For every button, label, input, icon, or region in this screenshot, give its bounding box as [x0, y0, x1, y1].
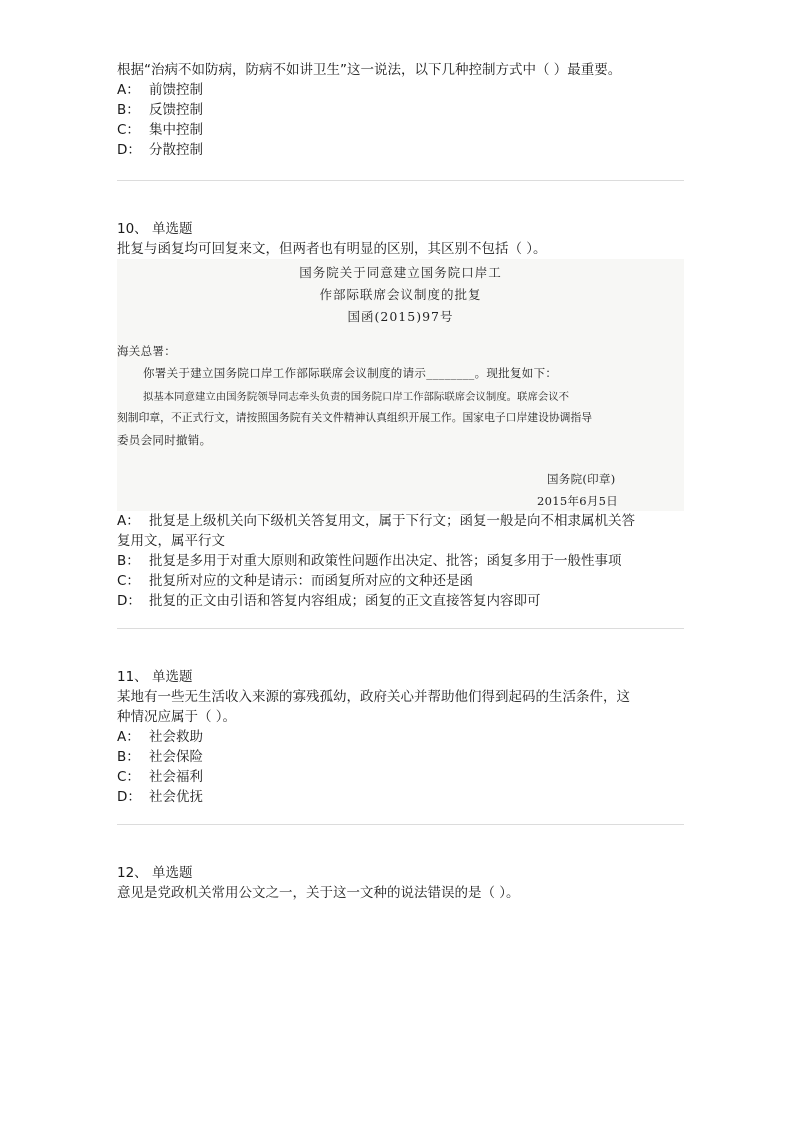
- q12-stem: 意见是党政机关常用公文之一，关于这一文种的说法错误的是（ ）。: [117, 885, 520, 901]
- q11-option-c[interactable]: [117, 767, 684, 787]
- q9-options: [117, 80, 684, 160]
- q10-option-a[interactable]: [117, 511, 684, 531]
- q9-option-b[interactable]: [117, 100, 684, 120]
- option-label: B：: [117, 553, 140, 569]
- option-text: 批复的正文由引语和答复内容组成；函复的正文直接答复内容即可: [149, 593, 541, 609]
- option-label: C：: [117, 573, 140, 589]
- q11-stem-line-2: 种情况应属于（ ）。: [117, 709, 237, 725]
- q10-options: [117, 511, 684, 611]
- q11-option-d[interactable]: [117, 787, 684, 807]
- doc-issuer: 国务院(印章): [547, 472, 616, 486]
- option-text: 前馈控制: [149, 82, 203, 98]
- q10-document-image: [117, 259, 684, 511]
- option-label: D：: [117, 789, 141, 805]
- q12-header: 12、 单选题: [117, 865, 193, 881]
- option-text: 批复所对应的文种是请示：而函复所对应的文种还是函: [149, 573, 473, 589]
- doc-number: 国函(2015)97号: [347, 309, 454, 324]
- option-label: D：: [117, 142, 141, 158]
- doc-paragraph-1: 你署关于建立国务院口岸工作部际联席会议制度的请示________。现批复如下：: [143, 366, 558, 380]
- option-label: D：: [117, 593, 141, 609]
- q9-option-d[interactable]: [117, 140, 684, 160]
- option-text: 社会优抚: [149, 789, 203, 805]
- option-label: A：: [117, 513, 140, 529]
- option-label: C：: [117, 769, 140, 785]
- q11-stem-line-1: 某地有一些无生活收入来源的寡残孤幼，政府关心并帮助他们得到起码的生活条件，这: [117, 689, 630, 705]
- doc-date: 2015年6月5日: [537, 494, 619, 508]
- doc-title-line-1: 国务院关于同意建立国务院口岸工: [299, 265, 502, 280]
- doc-paragraph-2-line-3: 委员会同时撤销。: [117, 433, 212, 447]
- option-text: 社会福利: [149, 769, 203, 785]
- q10-option-a-cont: 复用文，属平行文: [117, 533, 225, 549]
- doc-title-line-2: 作部际联席会议制度的批复: [319, 287, 482, 302]
- option-text: 集中控制: [149, 122, 203, 138]
- q11-header: 11、 单选题: [117, 669, 193, 685]
- q10-option-d[interactable]: [117, 591, 684, 611]
- option-text: 批复是多用于对重大原则和政策性问题作出决定、批答；函复多用于一般性事项: [149, 553, 622, 569]
- doc-paragraph-2-line-2: 刻制印章，不正式行文，请按照国务院有关文件精神认真组织开展工作。国家电子口岸建设协调指导: [117, 411, 593, 424]
- option-label: B：: [117, 102, 140, 118]
- q9-stem: 根据“治病不如防病，防病不如讲卫生”这一说法，以下几种控制方式中（ ）最重要。: [117, 62, 622, 78]
- option-label: C：: [117, 122, 140, 138]
- q9-option-a[interactable]: [117, 80, 684, 100]
- q10-stem: 批复与函复均可回复来文，但两者也有明显的区别，其区别不包括（ ）。: [117, 241, 547, 257]
- q10-header: 10、 单选题: [117, 221, 193, 237]
- option-text: 社会保险: [149, 749, 203, 765]
- doc-addressee: 海关总署：: [117, 344, 176, 358]
- option-text: 反馈控制: [149, 102, 203, 118]
- question-page: [117, 60, 684, 903]
- q11-option-a[interactable]: [117, 727, 684, 747]
- q10-option-b[interactable]: [117, 551, 684, 571]
- q11-options: [117, 727, 684, 807]
- q10-option-c[interactable]: [117, 571, 684, 591]
- option-label: A：: [117, 729, 140, 745]
- option-text: 分散控制: [149, 142, 203, 158]
- option-label: B：: [117, 749, 140, 765]
- q9-option-c[interactable]: [117, 120, 684, 140]
- q11-option-b[interactable]: [117, 747, 684, 767]
- option-label: A：: [117, 82, 140, 98]
- option-text: 批复是上级机关向下级机关答复用文，属于下行文；函复一般是向不相隶属机关答: [149, 513, 635, 529]
- option-text: 社会救助: [149, 729, 203, 745]
- doc-paragraph-2-line-1: 拟基本同意建立由国务院领导同志牵头负责的国务院口岸工作部际联席会议制度。联席会议不: [143, 391, 570, 403]
